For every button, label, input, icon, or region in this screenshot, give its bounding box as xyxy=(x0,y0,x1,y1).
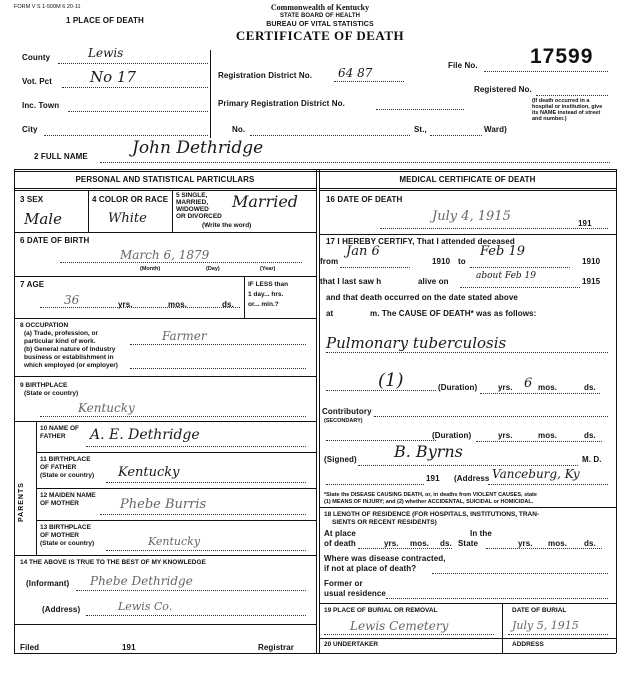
file-number: 17599 xyxy=(530,45,594,68)
age-value: 36 xyxy=(64,293,80,307)
bureau-name: BUREAU OF VITAL STATISTICS xyxy=(266,21,374,28)
page-title: CERTIFICATE OF DEATH xyxy=(235,28,405,43)
marital-label-3: WIDOWED xyxy=(176,206,209,213)
age-yrs-label: yrs. xyxy=(118,300,133,309)
dod-label: 16 DATE OF DEATH xyxy=(326,195,403,204)
day-label: (Day) xyxy=(206,266,220,272)
filed-label: Filed xyxy=(20,643,40,652)
former-label-1: Former or xyxy=(324,579,363,588)
birthplace-value: Kentucky xyxy=(78,401,135,415)
mother-bp-value: Kentucky xyxy=(148,535,201,548)
occ-label-5: business or establishment in xyxy=(24,354,114,361)
former-label-2: usual residence xyxy=(324,589,386,598)
atplace-label-1: At place xyxy=(324,529,356,538)
alive-year: 1915 xyxy=(582,277,601,286)
death-occurred: and that death occurred on the date stated above xyxy=(326,293,518,302)
father-name-label-1: 10 NAME OF xyxy=(40,425,80,432)
from-label: from xyxy=(320,257,339,266)
father-name-value: A. E. Dethridge xyxy=(90,427,200,443)
contributory-label: Contributory xyxy=(322,407,372,416)
occ-label-3: particular kind of work. xyxy=(24,338,96,345)
occ-label-4: (b) General nature of Industry xyxy=(24,346,116,353)
contracted-label-2: if not at place of death? xyxy=(324,564,417,573)
parents-side-label: PARENTS xyxy=(18,482,25,522)
burial-date-label: DATE OF BURIAL xyxy=(512,607,567,614)
secondary-label: (SECONDARY) xyxy=(324,418,363,424)
mother-bp-label-1: 13 BIRTHPLACE xyxy=(40,524,91,531)
age-ds-label: ds. xyxy=(222,300,234,309)
duration2-ds: ds. xyxy=(584,431,596,440)
registered-label: Registered No. xyxy=(474,85,532,94)
informant-address-value: Lewis Co. xyxy=(118,600,173,613)
to-value: Feb 19 xyxy=(480,244,525,259)
from-year: 1910 xyxy=(432,257,451,266)
st-label: St., xyxy=(414,125,427,134)
marital-label-4: OR DIVORCED xyxy=(176,213,222,220)
contracted-label-1: Where was disease contracted, xyxy=(324,554,446,563)
to-year: 1910 xyxy=(582,257,601,266)
age-label: 7 AGE xyxy=(20,280,45,289)
place-section-label: 1 PLACE OF DEATH xyxy=(66,16,144,25)
sex-label: 3 SEX xyxy=(20,195,44,204)
commonwealth-title: Commonwealth of Kentucky xyxy=(270,3,370,12)
dod-value: July 4, 1915 xyxy=(432,209,511,224)
occ-value: Farmer xyxy=(162,329,207,343)
informant-label: (Informant) xyxy=(26,579,70,588)
sex-value: Male xyxy=(24,210,62,228)
md-label: M. D. xyxy=(582,455,602,464)
undertaker-address-label: ADDRESS xyxy=(512,641,544,648)
informant-address-label: (Address) xyxy=(42,605,81,614)
cause-label: m. The CAUSE OF DEATH* was as follows: xyxy=(370,309,537,318)
stay-yrs: yrs. xyxy=(384,539,399,548)
dob-value: March 6, 1879 xyxy=(120,248,210,262)
mother-name-value: Phebe Burris xyxy=(120,497,207,512)
mother-name-label-1: 12 MAIDEN NAME xyxy=(40,492,96,499)
occ-label-2: (a) Trade, profession, or xyxy=(24,330,99,337)
personal-heading: PERSONAL AND STATISTICAL PARTICULARS xyxy=(75,175,255,184)
reg-district-label: Registration District No. xyxy=(218,71,313,80)
father-name-label-2: FATHER xyxy=(40,433,66,440)
hospital-note: (If death occurred in a hospital or institution, give its NAME instead of street and number.) xyxy=(532,98,603,122)
birthplace-label-1: 9 BIRTHPLACE xyxy=(20,382,68,389)
full-name-value: John Dethridge xyxy=(132,138,264,158)
date-year: 191 xyxy=(426,474,440,483)
stay-label-2: SIENTS OR RECENT RESIDENTS) xyxy=(332,519,437,526)
cause-mark: (1) xyxy=(378,370,404,391)
mother-name-label-2: OF MOTHER xyxy=(40,500,79,507)
lessthan-label-1: IF LESS than xyxy=(248,281,289,288)
lessthan-label-2: 1 day... hrs. xyxy=(248,291,284,298)
lessthan-label-3: or... min.? xyxy=(248,301,279,308)
state-ds: ds. xyxy=(584,539,596,548)
county-label: County xyxy=(22,53,51,62)
duration-mos: mos. xyxy=(538,383,558,392)
marital-value: Married xyxy=(232,192,299,211)
father-bp-label-3: (State or country) xyxy=(40,472,95,479)
registrar-label: Registrar xyxy=(258,643,295,652)
stay-label-1: 18 LENGTH OF RESIDENCE (FOR HOSPITALS, INSTITUTIONS, TRAN- xyxy=(324,511,540,518)
duration-yrs: yrs. xyxy=(498,383,513,392)
occ-label-6: which employed (or employer) xyxy=(24,362,118,369)
month-label: (Month) xyxy=(140,266,161,272)
stay-mos: mos. xyxy=(410,539,430,548)
stay-ds: ds. xyxy=(440,539,452,548)
reg-district-value: 64 87 xyxy=(338,66,373,80)
inthe-label-2: State xyxy=(458,539,479,548)
footnote-1: *State the DISEASE CAUSING DEATH, or, in deaths from VIOLENT CAUSES, state xyxy=(324,492,537,498)
state-mos: mos. xyxy=(548,539,568,548)
father-bp-value: Kentucky xyxy=(118,465,180,480)
birthplace-label-2: (State or country) xyxy=(24,390,79,397)
father-bp-label-2: OF FATHER xyxy=(40,464,77,471)
at-label: at xyxy=(326,309,334,318)
form-id: FORM V S 1-500M 6 20-11 xyxy=(14,4,81,10)
duration-value: 6 xyxy=(524,376,533,391)
file-label: File No. xyxy=(448,61,478,70)
medical-heading: MEDICAL CERTIFICATE OF DEATH xyxy=(399,175,536,184)
duration2-yrs: yrs. xyxy=(498,431,513,440)
state-yrs: yrs. xyxy=(518,539,533,548)
county-value: Lewis xyxy=(88,46,124,60)
father-bp-label-1: 11 BIRTHPLACE xyxy=(40,456,91,463)
board-name: STATE BOARD OF HEALTH xyxy=(279,13,361,19)
filed-year: 191 xyxy=(122,643,136,652)
primary-district-label: Primary Registration District No. xyxy=(218,99,345,108)
city-label: City xyxy=(22,125,38,134)
vot-pct-value: No 17 xyxy=(90,68,137,86)
signed-label: (Signed) xyxy=(324,455,357,464)
burial-label: 19 PLACE OF BURIAL OR REMOVAL xyxy=(324,607,438,614)
signed-value: B. Byrns xyxy=(394,442,463,461)
footnote-2: (1) MEANS OF INJURY; and (2) whether ACCIDENTAL, SUICIDAL or HOMICIDAL. xyxy=(324,499,534,505)
last-saw-label: that I last saw h xyxy=(320,277,382,286)
marital-label-5: (Write the word) xyxy=(202,222,252,229)
atplace-label-2: of death xyxy=(324,539,356,548)
duration2-mos: mos. xyxy=(538,431,558,440)
duration2-label: (Duration) xyxy=(432,431,472,440)
vot-pct-label: Vot. Pct xyxy=(22,77,52,86)
mother-bp-label-2: OF MOTHER xyxy=(40,532,79,539)
full-name-label: 2 FULL NAME xyxy=(34,152,88,161)
no-label: No. xyxy=(232,125,246,134)
year-label: (Year) xyxy=(260,266,276,272)
ward-label: Ward) xyxy=(484,125,507,134)
inc-town-label: Inc. Town xyxy=(22,101,60,110)
dod-year-print: 191 xyxy=(578,219,592,228)
from-value: Jan 6 xyxy=(346,244,380,259)
occ-label-1: 8 OCCUPATION xyxy=(20,322,69,329)
marital-label-2: MARRIED, xyxy=(176,199,209,206)
cause-value: Pulmonary tuberculosis xyxy=(326,334,507,352)
color-value: White xyxy=(108,211,147,226)
duration-label: (Duration) xyxy=(438,383,478,392)
alive-value: about Feb 19 xyxy=(476,271,536,281)
alive-on-label: alive on xyxy=(418,277,449,286)
inthe-label-1: In the xyxy=(470,529,492,538)
dob-label: 6 DATE OF BIRTH xyxy=(20,236,90,245)
informant-statement: 14 THE ABOVE IS TRUE TO THE BEST OF MY KNOWLEDGE xyxy=(20,559,206,566)
informant-value: Phebe Dethridge xyxy=(90,574,193,588)
cert-intro: 17 I HEREBY CERTIFY, That I attended deceased xyxy=(326,237,515,246)
med-address-label: (Address xyxy=(454,474,490,483)
to-label: to xyxy=(458,257,466,266)
mother-bp-label-3: (State or country) xyxy=(40,540,95,547)
undertaker-label: 20 UNDERTAKER xyxy=(324,641,379,648)
med-address-value: Vanceburg, Ky xyxy=(492,467,580,481)
color-label: 4 COLOR OR RACE xyxy=(92,195,169,204)
duration-ds: ds. xyxy=(584,383,596,392)
burial-value: Lewis Cemetery xyxy=(350,619,449,633)
marital-label-1: 5 SINGLE, xyxy=(176,192,208,199)
age-mos-label: mos. xyxy=(168,300,188,309)
burial-date-value: July 5, 1915 xyxy=(512,619,579,632)
